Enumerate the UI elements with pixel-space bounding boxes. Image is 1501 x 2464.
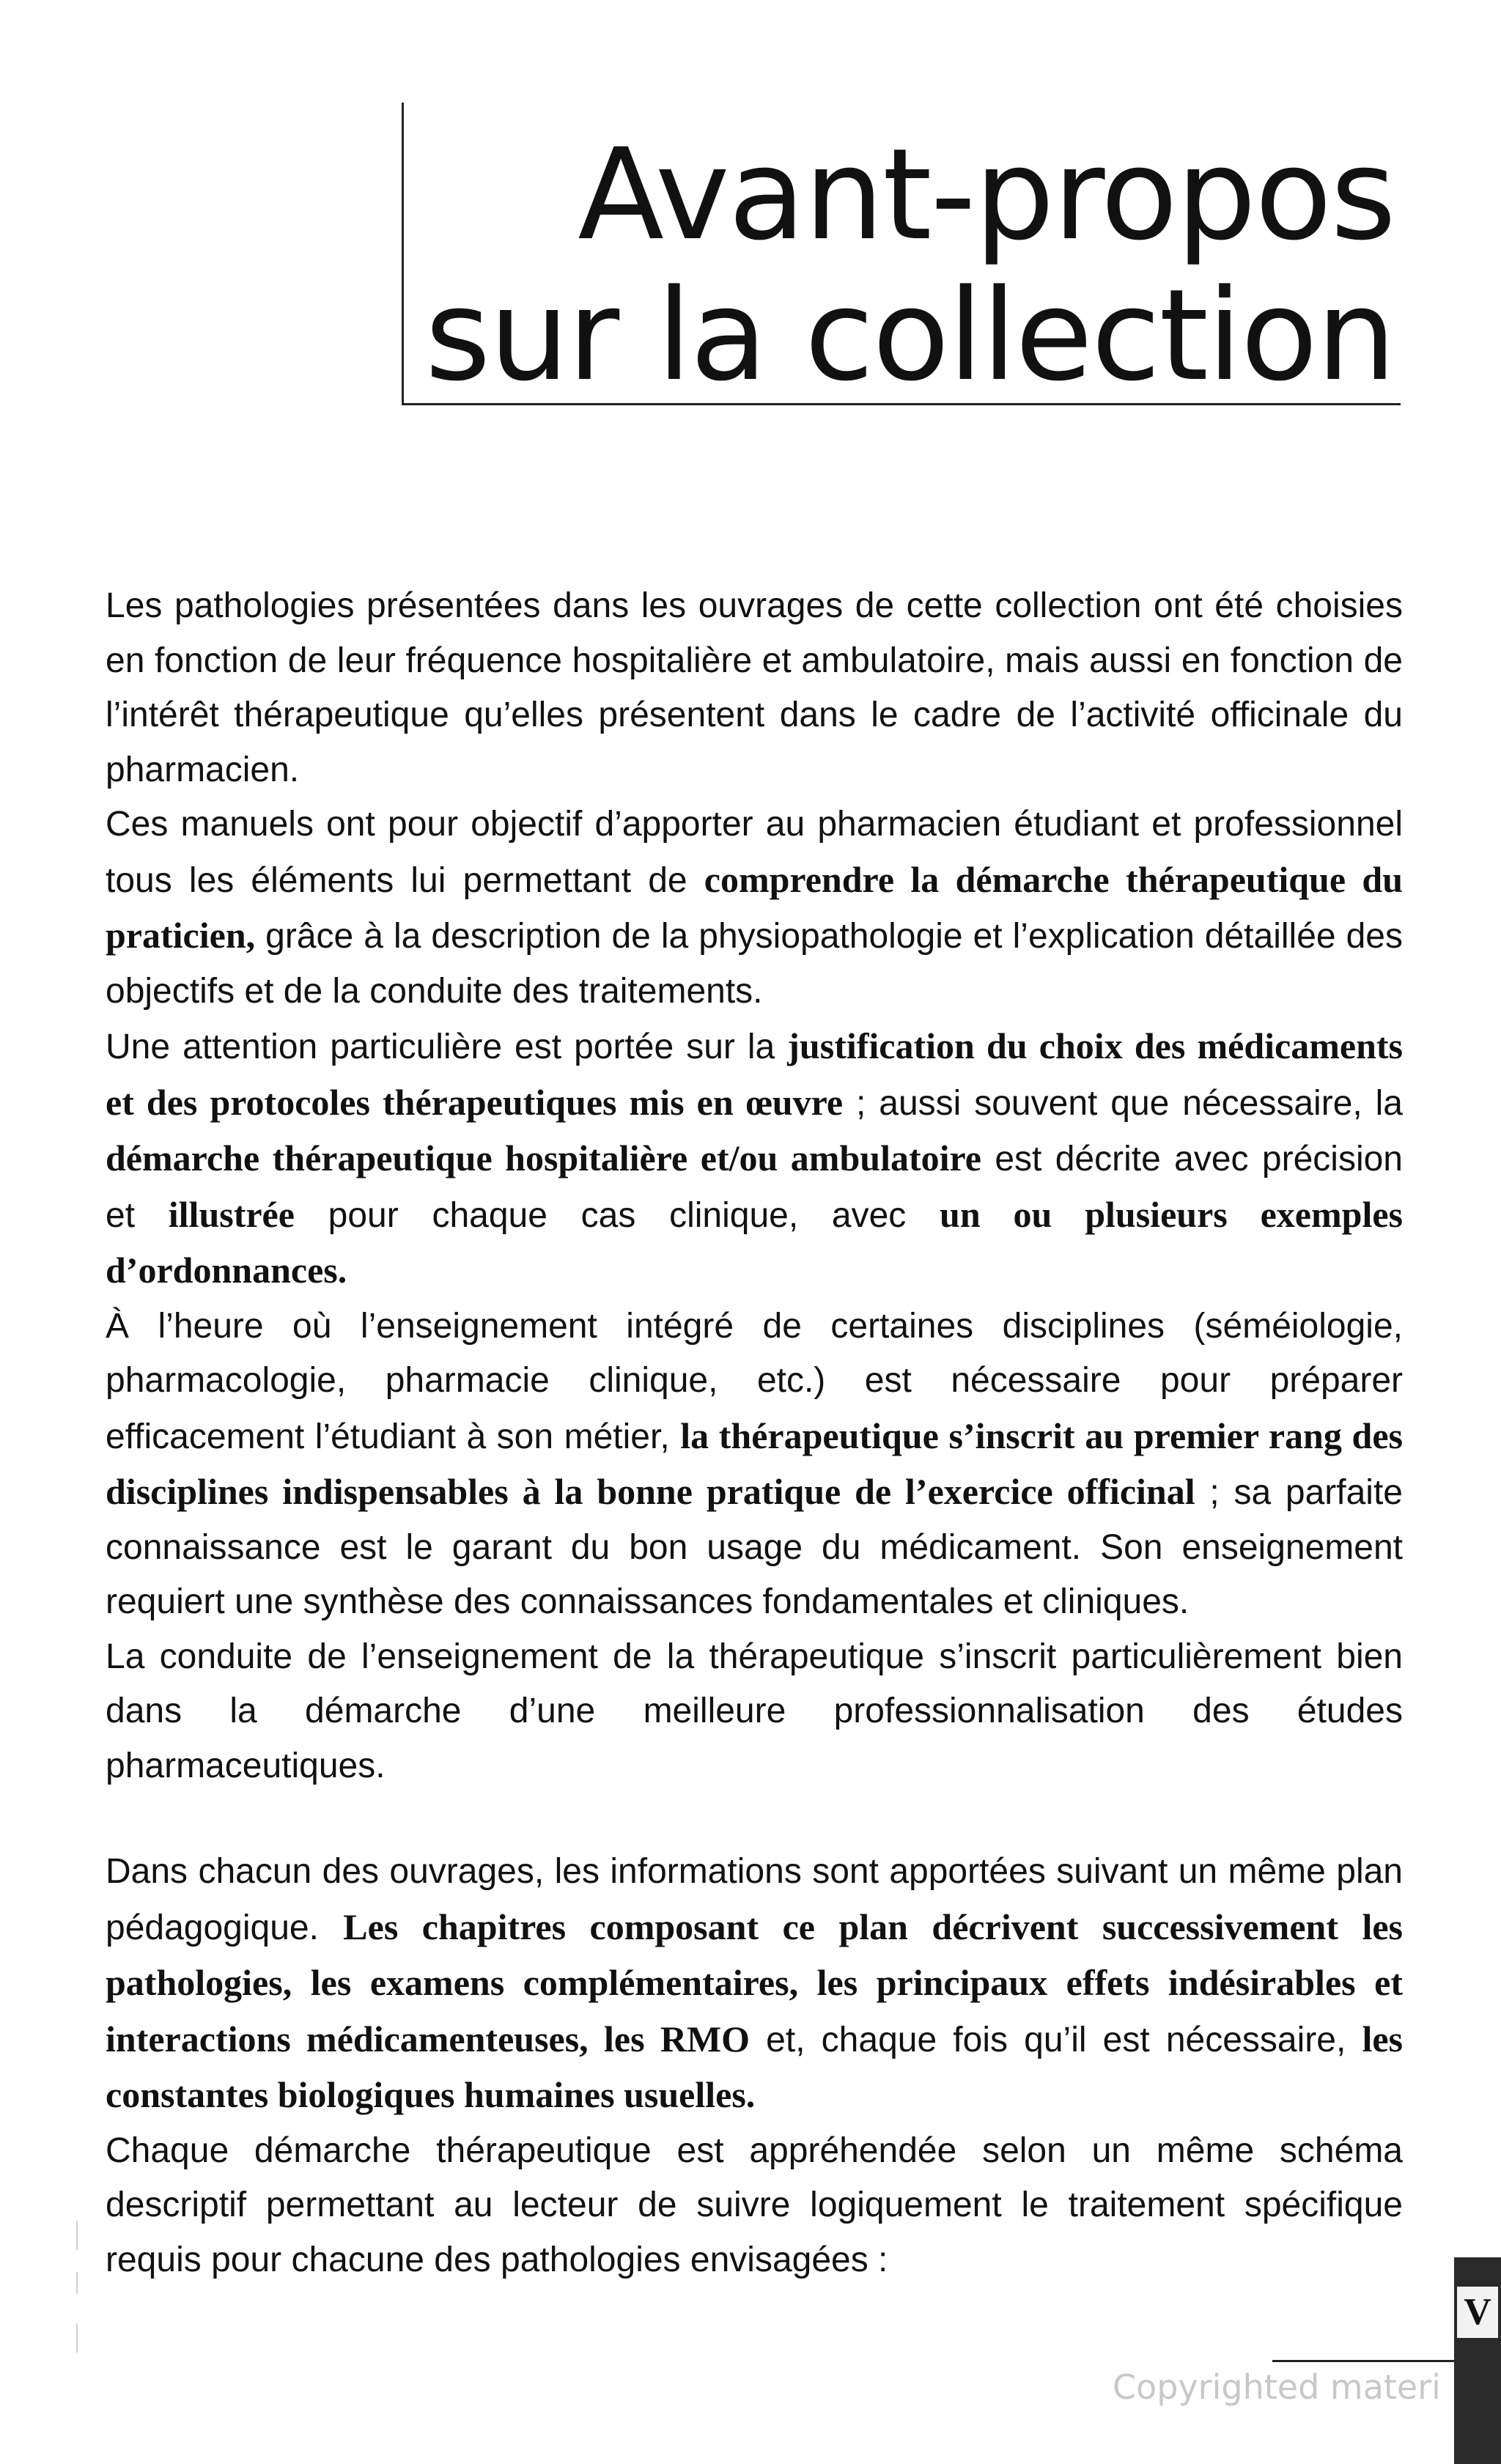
paragraph [106, 1630, 1403, 1794]
text-run: Une attention particulière est portée sur la [106, 1028, 788, 1066]
text-run: À l’heure où l’enseignement intégré de certaines disciplines (séméiologie, pharmacologie, pharmacie clinique, etc.) est nécessaire pour préparer efficacement l’étudiant à son métier, [106, 1306, 1403, 1456]
paragraph [106, 797, 1403, 1019]
page-title-line-1: Avant-propos [578, 121, 1395, 268]
bold-text: comprendre la démarche thérapeutique du praticien, [106, 858, 1404, 956]
paragraph [106, 1299, 1403, 1630]
text-run: pour chaque cas clinique, avec [294, 1195, 940, 1235]
paragraph [106, 579, 1403, 797]
bold-text: démarche thérapeutique hospitalière et/ou ambulatoire [106, 1137, 981, 1178]
paragraph [106, 1845, 1403, 2124]
text-run: La conduite de l’enseignement de la thérapeutique s’inscrit particulièrement bien dans la démarche d’une meilleure professionnalisation des études pharmaceutiques. [106, 1637, 1403, 1785]
text-run: est décrite avec précision et [106, 1140, 1403, 1235]
body-text [106, 579, 1403, 2287]
text-run: grâce à la description de la physiopathologie et l’explication détaillée des objectifs et de la conduite des traitements. [106, 917, 1403, 1011]
page-marker: V [1457, 2287, 1498, 2338]
paragraph [106, 2124, 1403, 2288]
bold-text: Les chapitres composant ce plan décrivent successivement les pathologies, les examens complémentaires, les principaux effets indésirables et interactions médicamenteuses, les RMO [106, 1906, 1404, 2059]
bold-text: la thérapeutique s’inscrit au premier rang des disciplines indispensables à la bonne pratique de l’exercice officinal [106, 1414, 1404, 1512]
text-run: ; aussi souvent que nécessaire, la [843, 1083, 1404, 1123]
title-block [402, 103, 1401, 409]
watermark: Copyrighted materi [1113, 2367, 1441, 2407]
margin-mark [76, 2221, 78, 2250]
paragraph [106, 1019, 1403, 1299]
text-run: Chaque démarche thérapeutique est appréhendée selon un même schéma descriptif permettant au lecteur de suivre logiquement le traitement spécifique requis pour chacune des pathologies envisagées : [106, 2131, 1403, 2279]
text-run: Ces manuels ont pour objectif d’apporter au pharmacien étudiant et professionnel tous les éléments lui permettant de [106, 805, 1403, 900]
text-run: et, chaque fois qu’il est nécessaire, [750, 2020, 1362, 2059]
text-run: Les pathologies présentées dans les ouvrages de cette collection ont été choisies en fonction de leur fréquence hospitalière et ambulatoire, mais aussi en fonction de l’intérêt thérapeutique qu’elles présentent dans le cadre de l’activité officinale du pharmacien. [106, 586, 1403, 789]
bold-text: un ou plusieurs exemples d’ordonnances. [106, 1193, 1403, 1291]
margin-mark [76, 2272, 78, 2294]
page-title-line-2: sur la collection [424, 262, 1395, 409]
corner-rule [1272, 2360, 1456, 2362]
bold-text: les constantes biologiques humaines usuelles. [106, 2018, 1403, 2115]
text-run: ; sa parfaite connaissance est le garant du bon usage du médicament. Son enseignement requiert une synthèse des connaissances fondamentales et cliniques. [106, 1473, 1403, 1621]
text-run: Dans chacun des ouvrages, les informations sont apportées suivant un même plan pédagogique. [106, 1852, 1403, 1947]
margin-mark [76, 2323, 78, 2353]
bold-text: illustrée [168, 1193, 295, 1235]
bold-text: justification du choix des médicaments et des protocoles thérapeutiques mis en œuvre [106, 1025, 1404, 1123]
